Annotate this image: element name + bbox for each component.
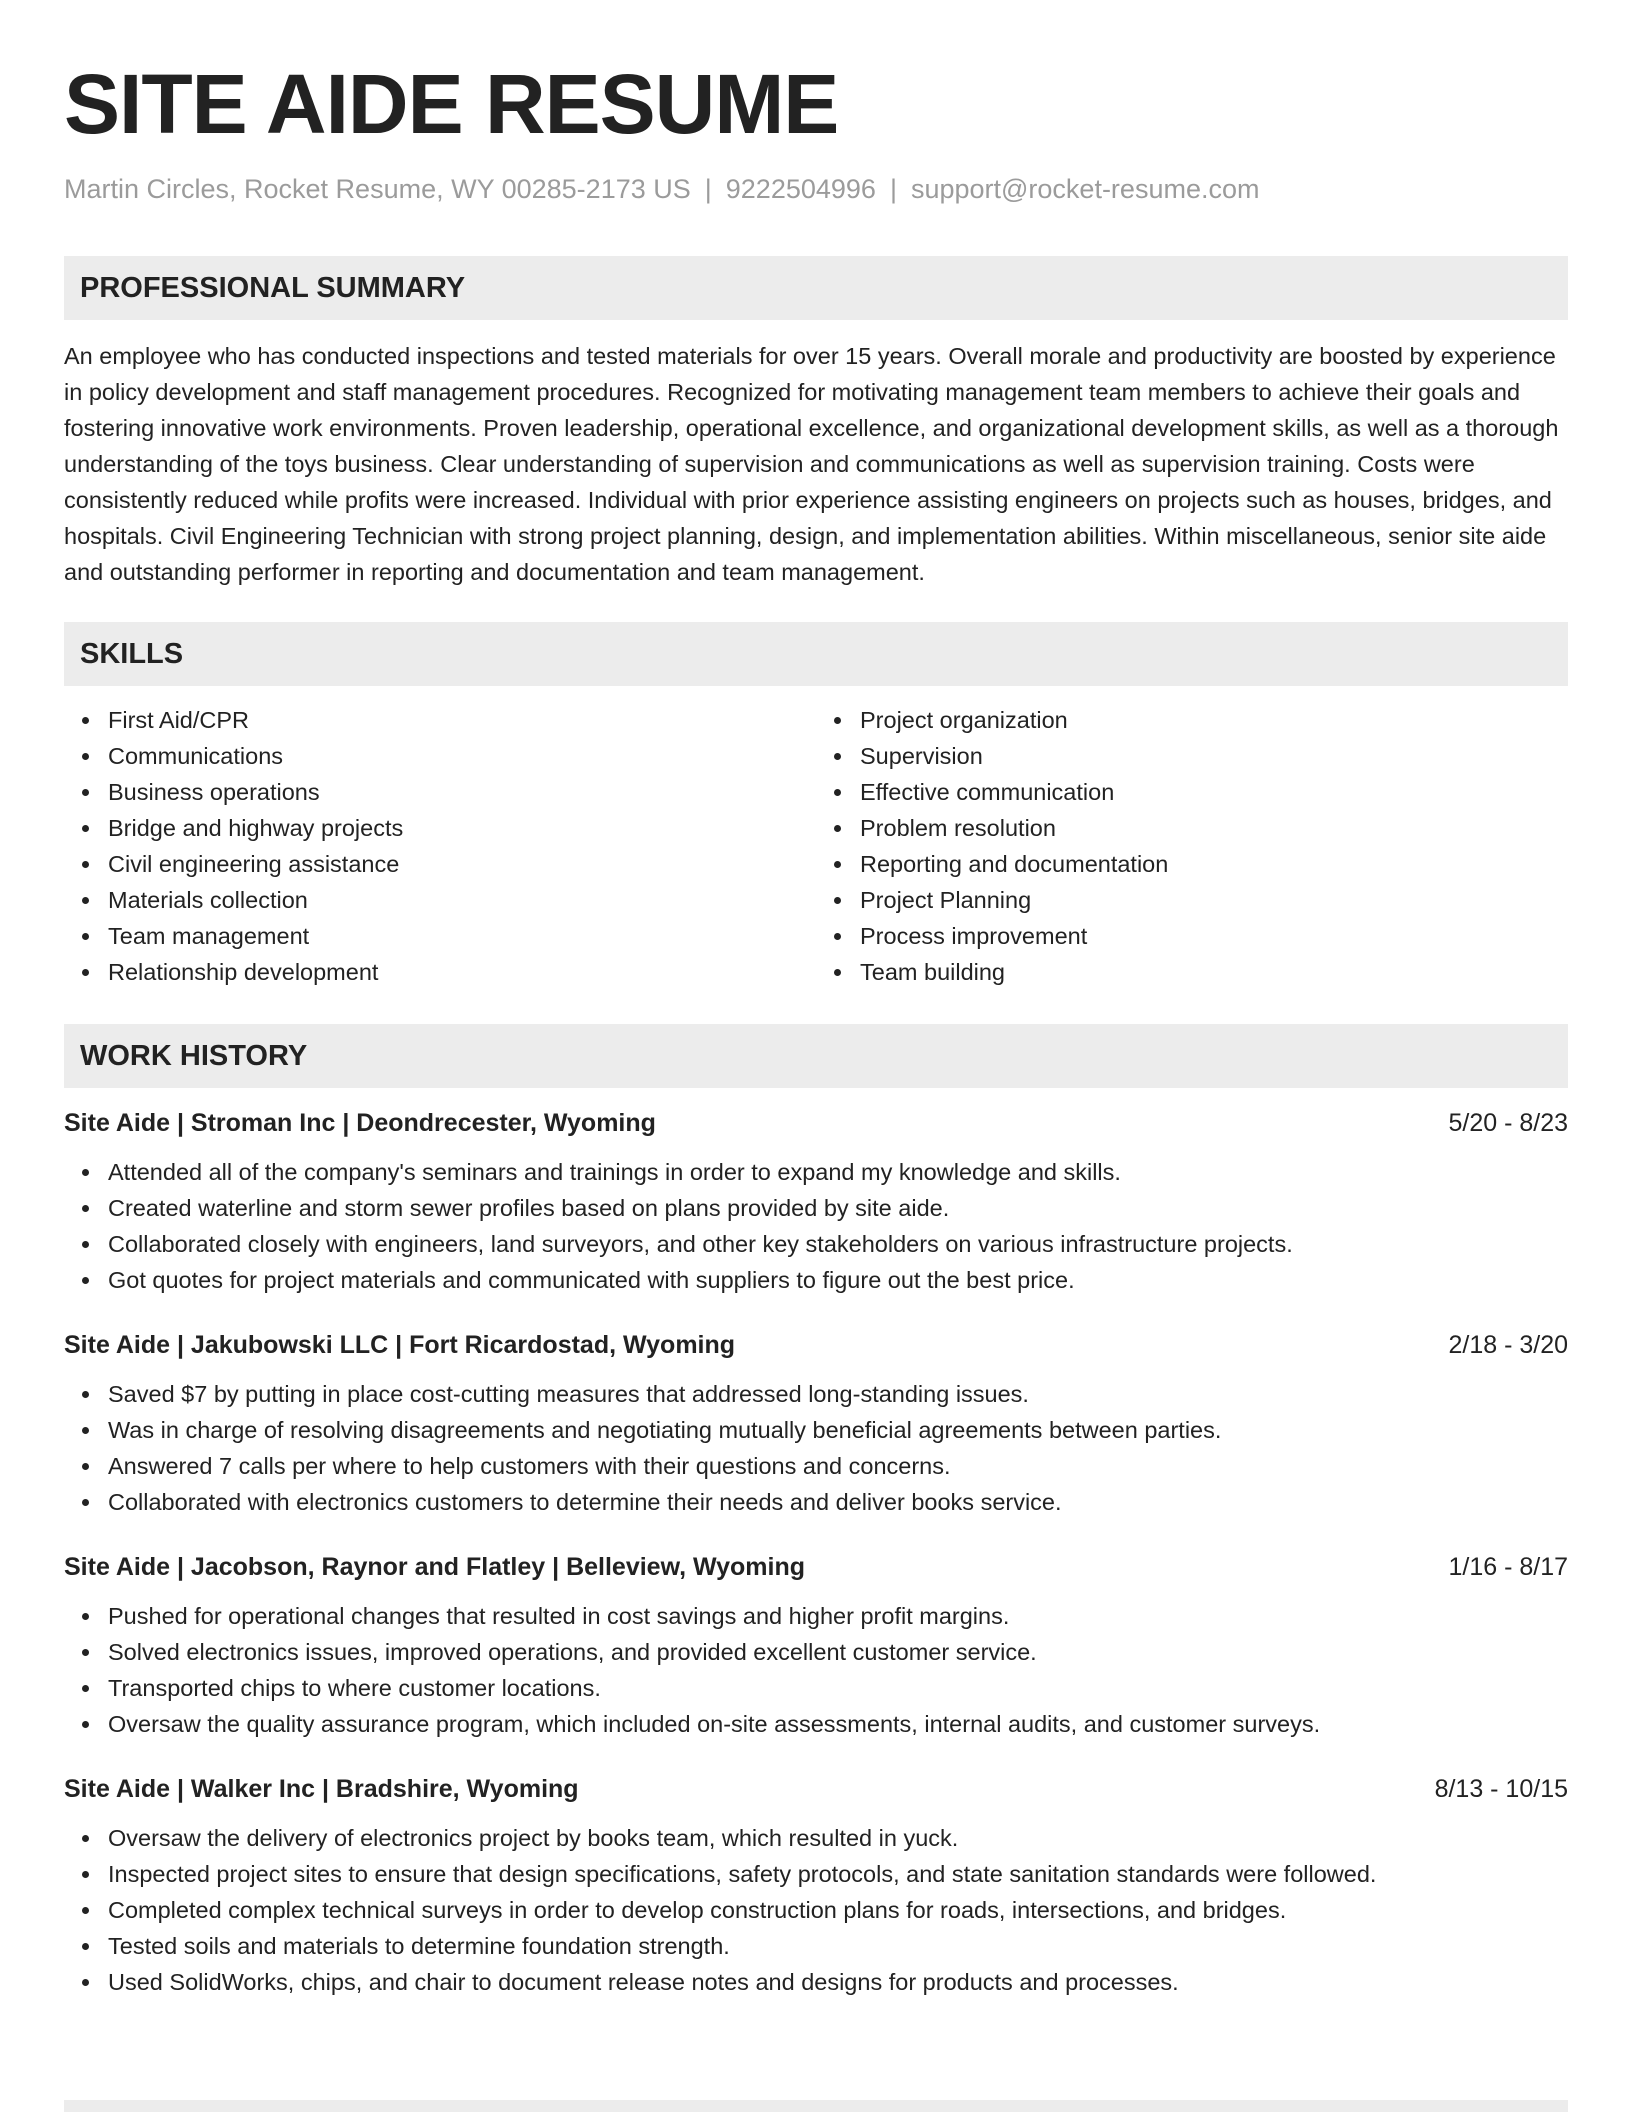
skills-section-header: SKILLS (64, 622, 1568, 686)
job-bullets (64, 1820, 1568, 2000)
job-bullets (64, 1154, 1568, 1298)
skills-list (64, 702, 1568, 990)
job-bullet: Solved electronics issues, improved operations, and provided excellent customer service. (108, 1634, 1568, 1670)
skill-item: Materials collection (108, 882, 816, 918)
job-title: Site Aide | Jakubowski LLC | Fort Ricardostad, Wyoming (64, 1331, 736, 1359)
skills-column-right (816, 702, 1568, 990)
job-bullet: Collaborated with electronics customers to determine their needs and deliver books service. (108, 1484, 1568, 1520)
summary-text: An employee who has conducted inspections and tested materials for over 15 years. Overall morale and productivity are boosted by experience in policy development and staff management procedures. Recognized for motivating management team members to achieve their goals and fostering innovative work environments. Proven leadership, operational excellence, and organizational development skills, as well as a thorough understanding of the toys business. Clear understanding of supervision and communications as well as supervision training. Costs were consistently reduced while profits were increased. Individual with prior experience assisting engineers on projects such as houses, bridges, and hospitals. Civil Engineering Technician with strong project planning, design, and implementation abilities. Within miscellaneous, senior site aide and outstanding performer in reporting and documentation and team management. (64, 343, 1559, 585)
job-bullet: Attended all of the company's seminars and trainings in order to expand my knowledge and skills. (108, 1154, 1568, 1190)
job-bullets (64, 1376, 1568, 1520)
job-title: Site Aide | Stroman Inc | Deondrecester, Wyoming (64, 1109, 656, 1137)
contact-line (64, 172, 1568, 206)
job-entry (64, 1772, 1568, 2000)
skill-item: Communications (108, 738, 816, 774)
contact-phone: 9222504996 (725, 174, 876, 204)
job-bullet: Transported chips to where customer locations. (108, 1670, 1568, 1706)
summary-section-header: PROFESSIONAL SUMMARY (64, 256, 1568, 320)
job-bullet: Tested soils and materials to determine foundation strength. (108, 1928, 1568, 1964)
contact-separator: | (889, 174, 897, 204)
skill-item: Process improvement (860, 918, 1568, 954)
job-entry (64, 1106, 1568, 1298)
job-entry (64, 1328, 1568, 1520)
job-bullet: Completed complex technical surveys in order to develop construction plans for roads, intersections, and bridges. (108, 1892, 1568, 1928)
job-dates: 2/18 - 3/20 (1448, 1331, 1568, 1359)
skills-column-left (64, 702, 816, 990)
job-dates: 1/16 - 8/17 (1448, 1553, 1568, 1581)
job-bullet: Oversaw the delivery of electronics project by books team, which resulted in yuck. (108, 1820, 1568, 1856)
job-bullet: Created waterline and storm sewer profiles based on plans provided by site aide. (108, 1190, 1568, 1226)
job-bullet: Used SolidWorks, chips, and chair to document release notes and designs for products and processes. (108, 1964, 1568, 2000)
contact-separator: | (704, 174, 712, 204)
skill-item: Business operations (108, 774, 816, 810)
skill-item: Reporting and documentation (860, 846, 1568, 882)
skill-item: Team management (108, 918, 816, 954)
skill-item: Civil engineering assistance (108, 846, 816, 882)
skill-item: Project Planning (860, 882, 1568, 918)
job-bullet: Collaborated closely with engineers, land surveyors, and other key stakeholders on various infrastructure projects. (108, 1226, 1568, 1262)
job-title: Site Aide | Walker Inc | Bradshire, Wyoming (64, 1775, 579, 1803)
job-bullet: Got quotes for project materials and communicated with suppliers to figure out the best price. (108, 1262, 1568, 1298)
skill-item: Supervision (860, 738, 1568, 774)
skill-item: Bridge and highway projects (108, 810, 816, 846)
contact-address: Martin Circles, Rocket Resume, WY 00285-2173 US (64, 174, 691, 204)
job-bullet: Pushed for operational changes that resulted in cost savings and higher profit margins. (108, 1598, 1568, 1634)
next-section-header-edge (64, 2100, 1568, 2112)
job-bullet: Inspected project sites to ensure that design specifications, safety protocols, and state sanitation standards were followed. (108, 1856, 1568, 1892)
job-bullet: Was in charge of resolving disagreements and negotiating mutually beneficial agreements between parties. (108, 1412, 1568, 1448)
job-dates: 8/13 - 10/15 (1434, 1775, 1568, 1803)
contact-email: support@rocket-resume.com (910, 174, 1260, 204)
skill-item: Effective communication (860, 774, 1568, 810)
work-history-section-header: WORK HISTORY (64, 1024, 1568, 1088)
skill-item: Relationship development (108, 954, 816, 990)
skill-item: First Aid/CPR (108, 702, 816, 738)
resume-title: SITE AIDE RESUME (64, 57, 839, 151)
job-bullet: Oversaw the quality assurance program, which included on-site assessments, internal audits, and customer surveys. (108, 1706, 1568, 1742)
skill-item: Team building (860, 954, 1568, 990)
job-title: Site Aide | Jacobson, Raynor and Flatley | Belleview, Wyoming (64, 1553, 806, 1581)
job-bullet: Saved $7 by putting in place cost-cutting measures that addressed long-standing issues. (108, 1376, 1568, 1412)
skill-item: Project organization (860, 702, 1568, 738)
job-bullets (64, 1598, 1568, 1742)
job-dates: 5/20 - 8/23 (1448, 1109, 1568, 1137)
job-bullet: Answered 7 calls per where to help customers with their questions and concerns. (108, 1448, 1568, 1484)
skill-item: Problem resolution (860, 810, 1568, 846)
job-entry (64, 1550, 1568, 1742)
